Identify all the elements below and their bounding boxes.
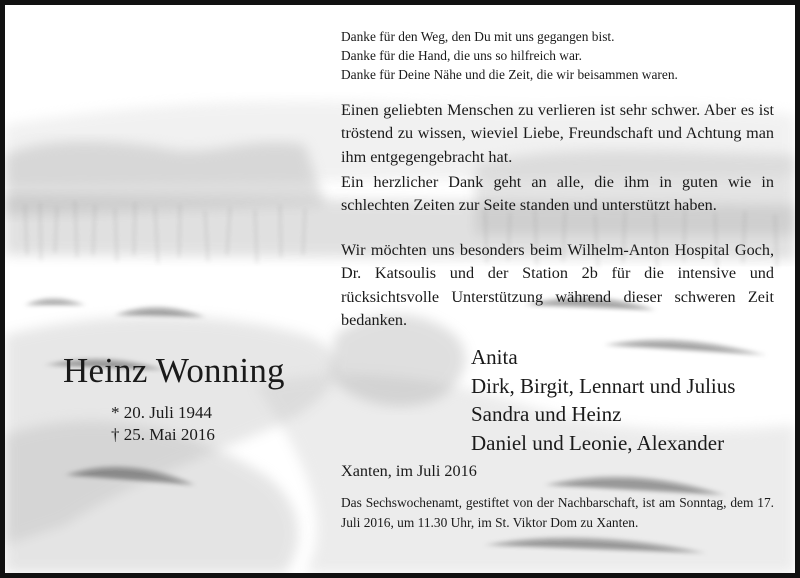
- text-paragraph-hospital: Wir möchten uns besonders beim Wilhelm-Anton Hospital Goch, Dr. Katsoulis und der Station 2b für die intensive und rücksichtsvolle Unterstützung während dieser schweren Zeit bedanken.: [341, 241, 774, 330]
- thank-you-poem: [341, 27, 761, 84]
- poem-line: Danke für die Hand, die uns so hilfreich war.: [341, 48, 582, 63]
- mourner-entry: Dirk, Birgit, Lennart und Julius: [471, 373, 736, 398]
- mourner-entry: Daniel und Leonie, Alexander: [471, 430, 725, 455]
- text-paragraph-loss: Einen geliebten Menschen zu verlieren ist sehr schwer. Aber es ist tröstend zu wissen, wieviel Liebe, Freundschaft und Achtung man ihm entgegengebracht hat.: [341, 101, 774, 166]
- mourners-list: [471, 343, 735, 457]
- place-and-date: Xanten, im Juli 2016: [341, 462, 477, 480]
- obituary-content: [5, 5, 795, 573]
- mourner-entry: Sandra und Heinz: [471, 402, 622, 426]
- birth-date: * 20. Juli 1944: [111, 403, 213, 422]
- mourner-entry: Anita: [471, 345, 518, 369]
- service-notice: Das Sechswochenamt, gestiftet von der Nachbarschaft, ist am Sonntag, dem 17. Juli 2016, um 11.30 Uhr, im St. Viktor Dom zu Xanten.: [341, 495, 774, 530]
- deceased-name: Heinz Wonning: [63, 351, 285, 390]
- poem-line: Danke für Deine Nähe und die Zeit, die wir beisammen waren.: [341, 67, 678, 82]
- death-date: † 25. Mai 2016: [111, 425, 215, 444]
- life-dates: [111, 402, 215, 446]
- poem-line: Danke für den Weg, den Du mit uns gegangen bist.: [341, 29, 615, 44]
- text-paragraph-thanks: Ein herzlicher Dank geht an alle, die ihm in guten wie in schlechten Zeiten zur Seite standen und unterstützt haben.: [341, 173, 774, 215]
